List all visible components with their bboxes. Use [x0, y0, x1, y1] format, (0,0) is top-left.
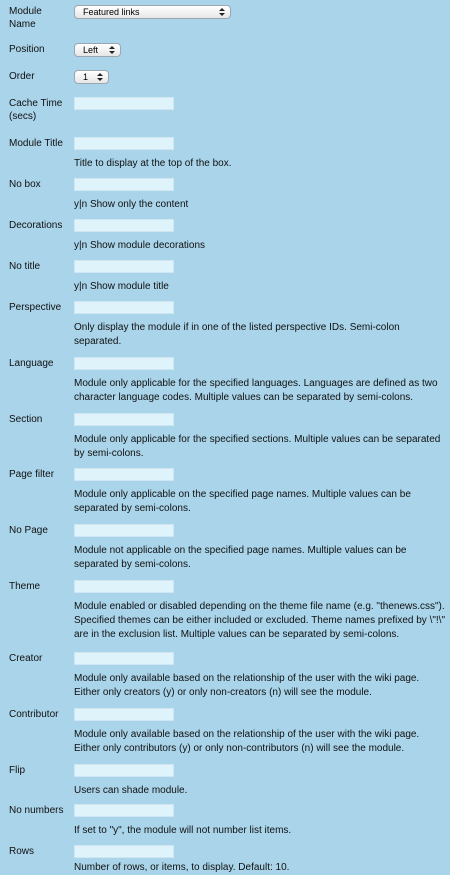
- language-description: Module only applicable for the specified languages. Languages are defined as two character language codes. Multiple values can be separated by semi-colons.: [74, 378, 438, 403]
- decorations-input[interactable]: [74, 219, 174, 232]
- flip-input[interactable]: [74, 764, 174, 777]
- select-arrows-icon: [219, 6, 227, 18]
- language-label: Language: [9, 358, 54, 369]
- flip-label: Flip: [9, 765, 26, 776]
- perspective-label: Perspective: [9, 302, 62, 313]
- page-filter-label: Page filter: [9, 469, 55, 480]
- page-filter-description: Module only applicable on the specified page names. Multiple values can be separated by semi-colons.: [74, 489, 411, 514]
- no-page-input[interactable]: [74, 524, 174, 537]
- order-value: 1: [83, 72, 89, 82]
- contributor-input[interactable]: [74, 708, 174, 721]
- decorations-description: y|n Show module decorations: [74, 240, 206, 251]
- page-filter-input[interactable]: [74, 468, 174, 481]
- no-numbers-label: No numbers: [9, 805, 64, 816]
- theme-input[interactable]: [74, 580, 174, 593]
- no-numbers-input[interactable]: [74, 804, 174, 817]
- contributor-description: Module only available based on the relationship of the user with the wiki page. Either only contributors (y) or only non-contributors (n) will see the module.: [74, 729, 420, 754]
- cache-time-input[interactable]: [74, 97, 174, 110]
- no-box-label: No box: [9, 179, 41, 190]
- no-title-label: No title: [9, 261, 41, 272]
- no-page-description: Module not applicable on the specified page names. Multiple values can be separated by semi-colons.: [74, 545, 407, 570]
- order-select[interactable]: [74, 70, 109, 84]
- theme-label: Theme: [9, 581, 41, 592]
- position-label: Position: [9, 44, 45, 55]
- section-label: Section: [9, 414, 43, 425]
- no-title-description: y|n Show module title: [74, 281, 169, 292]
- no-box-input[interactable]: [74, 178, 174, 191]
- module-title-label: Module Title: [9, 138, 63, 149]
- position-value: Left: [83, 45, 99, 55]
- creator-input[interactable]: [74, 652, 174, 665]
- select-arrows-icon: [109, 44, 117, 56]
- module-name-label: Module Name: [9, 6, 42, 30]
- creator-description: Module only available based on the relationship of the user with the wiki page. Either only creators (y) or only non-creators (n) will see the module.: [74, 673, 420, 698]
- select-arrows-icon: [97, 71, 105, 83]
- perspective-description: Only display the module if in one of the listed perspective IDs. Semi-colon separated.: [74, 322, 400, 347]
- rows-input[interactable]: [74, 845, 174, 858]
- section-input[interactable]: [74, 413, 174, 426]
- module-name-value: Featured links: [83, 7, 140, 17]
- module-name-select[interactable]: [74, 5, 231, 19]
- rows-label: Rows: [9, 846, 35, 857]
- no-title-input[interactable]: [74, 260, 174, 273]
- theme-description: Module enabled or disabled depending on the theme file name (e.g. "thenews.css"). Specified themes can be either included or excluded. Theme names prefixed by \"!\" are in the exclusion list. Multiple values can be separated by semi-colons.: [74, 601, 446, 640]
- no-numbers-description: If set to "y", the module will not number list items.: [74, 825, 292, 836]
- flip-description: Users can shade module.: [74, 785, 188, 796]
- position-select[interactable]: [74, 43, 121, 57]
- rows-description: Number of rows, or items, to display. Default: 10.: [74, 862, 290, 873]
- creator-label: Creator: [9, 653, 43, 664]
- no-page-label: No Page: [9, 525, 48, 536]
- no-box-description: y|n Show only the content: [74, 199, 189, 210]
- module-title-description: Title to display at the top of the box.: [74, 158, 232, 169]
- decorations-label: Decorations: [9, 220, 63, 231]
- contributor-label: Contributor: [9, 709, 59, 720]
- perspective-input[interactable]: [74, 301, 174, 314]
- module-title-input[interactable]: [74, 137, 174, 150]
- cache-time-label: Cache Time (secs): [9, 98, 63, 122]
- language-input[interactable]: [74, 357, 174, 370]
- section-description: Module only applicable for the specified sections. Multiple values can be separated by semi-colons.: [74, 434, 441, 459]
- order-label: Order: [9, 71, 35, 82]
